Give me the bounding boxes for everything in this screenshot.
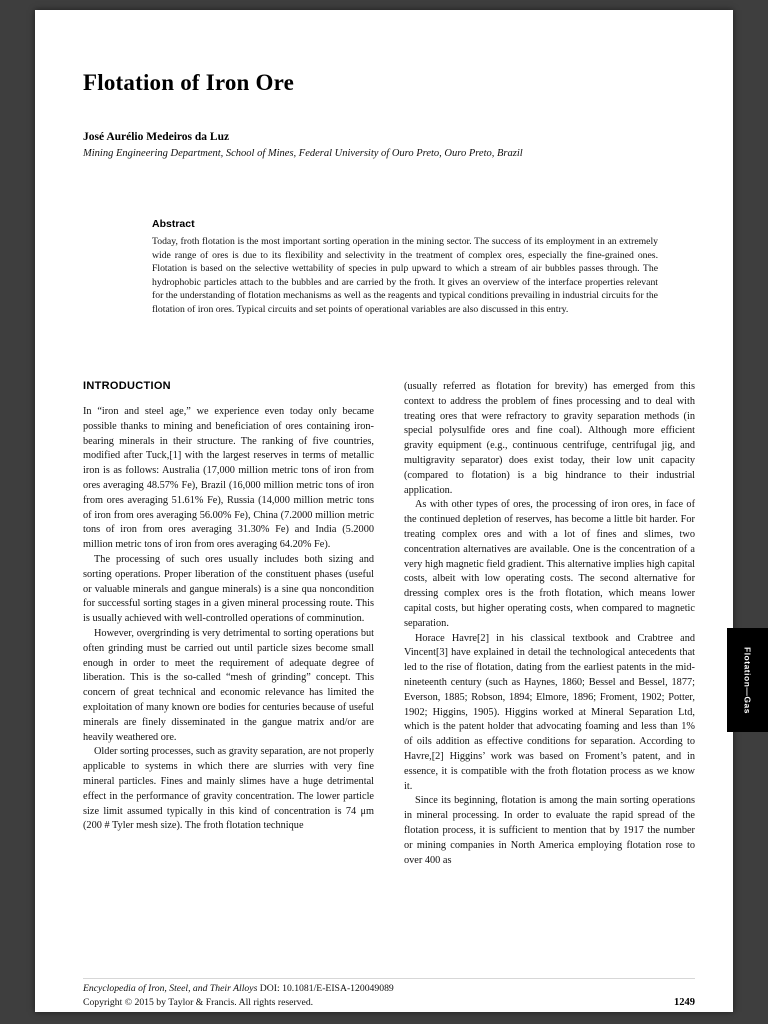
abstract-text: Today, froth flotation is the most important sorting operation in the mining sector. The success of its employment in an extremely wide range of ores is due to its flexibility and selectivity in the treatment of complex ores, especially the fine-grained ones. Flotation is based on the selective wettability of species in pulp upward to which a stream of air bubbles passes through. The hydrophobic particles attach to the bubbles and are carried by the froth. It gives an overview of the interface properties relevant for the understanding of flotation mechanisms as well as the reagents and typical conditions prevailing in industrial circuits for the flotation of iron ores. Typical circuits and set points of operational variables are also discussed in this entry. xyxy=(152,236,658,315)
footer-citation-line xyxy=(83,982,695,996)
left-column xyxy=(83,380,374,868)
author-affiliation: Mining Engineering Department, School of Mines, Federal University of Ouro Preto, Ouro Preto, Brazil xyxy=(83,148,523,159)
abstract-heading: Abstract xyxy=(152,218,195,230)
abstract-section xyxy=(152,218,658,316)
introduction-heading: INTRODUCTION xyxy=(83,380,171,392)
paragraph: The processing of such ores usually includes both sizing and sorting operations. Proper liberation of the constituent phases (useful or valuable minerals and gangue minerals) is a sine qua noncondition for successful sorting stages in a given mineral processing route. This is usually achieved with well-controlled operations of comminution. xyxy=(83,553,374,625)
author-name: José Aurélio Medeiros da Luz xyxy=(83,131,230,143)
section-thumb-tab-label: Flotation—Gas xyxy=(742,646,753,714)
page-footer xyxy=(83,978,695,1010)
section-thumb-tab xyxy=(727,628,768,732)
page-number: 1249 xyxy=(674,997,695,1008)
paragraph: As with other types of ores, the processing of iron ores, in face of the continued depletion of reserves, has become a little bit harder. For treating complex ores and with a lot of fines and slimes, two concentration alternatives are available. One is the concentration of a very high magnetic field gradient. This alternative implies high capital costs, albeit with low operating costs. The second alternative for dressing complex ores is the froth flotation, which means lower capital costs, but higher operating costs, when compared to magnetic separation. xyxy=(404,499,695,629)
paragraph: Older sorting processes, such as gravity separation, are not properly applicable to systems in which there are slurries with very fine mineral particles. Fines and mainly slimes have a huge detrimental effect in the performance of gravity concentration. The lower particle size limit assumed typically in this kind of concentration is 74 μm (200 # Tyler mesh size). The froth flotation technique xyxy=(83,746,374,832)
right-column xyxy=(404,380,695,868)
two-column-body xyxy=(83,380,695,868)
footer-doi: DOI: 10.1081/E-EISA-120049089 xyxy=(259,983,394,994)
paragraph: In “iron and steel age,” we experience even today only became possible thanks to mining and beneficiation of ores containing iron-bearing minerals in their structure. The ranking of five countries, modified after Tuck,[1] with the largest reserves in terms of metallic iron is as follows: Australia (17,000 million metric tons of iron from ores averaging 48.57% Fe), Brazil (16,000 million metric tons of iron from ores averaging 51.61% Fe), Russia (14,000 million metric tons of iron from ores averaging 56.00% Fe), China (7.2000 million metric tons of iron from ores averaging 31.30% Fe) and India (5.2000 million metric tons of iron from ores averaging 64.20% Fe). xyxy=(83,406,374,551)
document-page xyxy=(35,10,733,1012)
paragraph: Horace Havre[2] in his classical textbook and Crabtree and Vincent[3] have explained in detail the technological antecedents that led to the rise of flotation, dating from the earliest patents in the mid-nineteenth century (such as Haynes, 1860; Bessel and Bessel, 1877; Everson, 1885; Robson, 1894; Elmore, 1896; Froment, 1902; Potter, 1902; Higgins, 1905). Higgins worked at Mineral Separation Ltd, which is the patent holder that advocating foaming and less than 1% of oils addition as effective conditions for separation. According to Havre,[2] Higgins’ work was based on Froment’s patent, and in essence, it is compatible with the froth flotation process as we know it. xyxy=(404,632,695,792)
footer-work-title: Encyclopedia of Iron, Steel, and Their Alloys xyxy=(83,983,258,994)
paragraph: (usually referred as flotation for brevity) has emerged from this context to address the problem of fines processing and to deal with treating ores that were refractory to gravity separation methods (in special polysulfide ores and fine coal). Although more efficient gravity equipment (e.g., continuous centrifuge, centrifugal jig, and multigravity separator) does exist today, their low unit capacity (compared to flotation) is a big hindrance to their industrial application. xyxy=(404,381,695,496)
page-title: Flotation of Iron Ore xyxy=(83,70,294,95)
paragraph: Since its beginning, flotation is among the main sorting operations in mineral processing. In order to evaluate the rapid spread of the flotation process, it is sufficient to mention that by 1917 the number or mining companies in North America employing flotation rose to over 400 as xyxy=(404,795,695,866)
footer-copyright-line: Copyright © 2015 by Taylor & Francis. All rights reserved. xyxy=(83,997,314,1008)
paragraph: However, overgrinding is very detrimental to sorting operations but often grinding must be carried out until particle sizes become small enough in order to meet the requirement of adequate degree of liberation. This is the so-called “mesh of grinding” concept. This concern of great technical and economic relevance has limited the exploitation of many known ore bodies for centuries because of useful minerals are finely disseminated in the gangue matrix and/or are heavily weathered ore. xyxy=(83,627,374,743)
